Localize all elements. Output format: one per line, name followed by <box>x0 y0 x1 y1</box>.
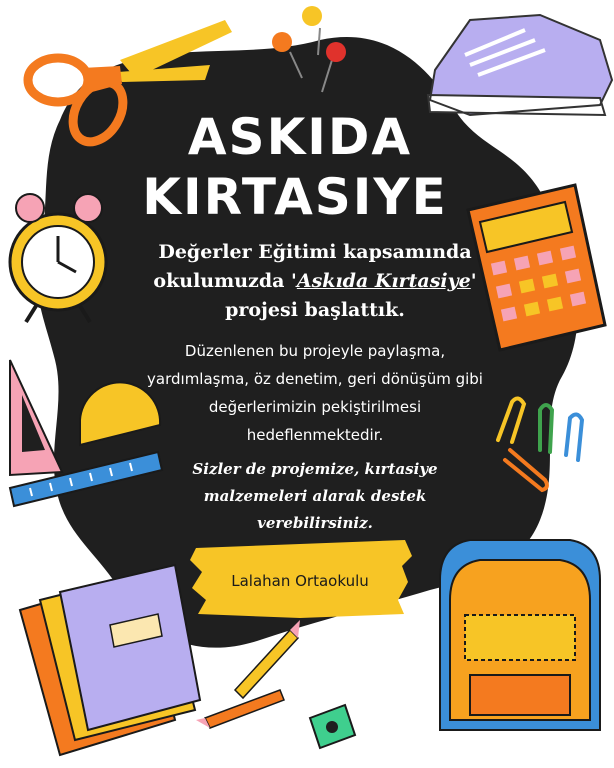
intro-line: projesi başlattık. <box>225 299 405 321</box>
intro-suffix: ' <box>470 270 477 292</box>
intro-line: Değerler Eğitimi kapsamında <box>158 241 472 263</box>
description-text <box>120 337 510 449</box>
description-line: yardımlaşma, öz denetim, geri dönüşüm gibi <box>147 370 483 388</box>
support-line: verebilirsiniz. <box>257 514 373 532</box>
support-text <box>150 456 480 537</box>
intro-prefix: okulumuzda ' <box>153 270 297 292</box>
description-line: değerlerimizin pekiştirilmesi <box>208 398 422 416</box>
project-name: Askıda Kırtasiye <box>296 270 471 292</box>
sneaker-icon <box>428 15 612 115</box>
support-line: malzemeleri alarak destek <box>203 487 427 505</box>
sharpener-icon <box>310 705 355 748</box>
description-line: Düzenlenen bu projeyle paylaşma, <box>184 342 446 360</box>
poster-title-line1: ASKIDA <box>187 108 413 166</box>
notebook-icon <box>20 565 200 755</box>
poster-title-line2: KIRTASIYE <box>142 168 448 226</box>
backpack-icon <box>440 540 600 730</box>
support-line: Sizler de projemize, kırtasiye <box>192 460 438 478</box>
description-line: hedeflenmektedir. <box>246 426 384 444</box>
intro-line <box>140 267 490 296</box>
school-name: Lalahan Ortaokulu <box>231 572 369 590</box>
intro-text <box>140 238 490 325</box>
